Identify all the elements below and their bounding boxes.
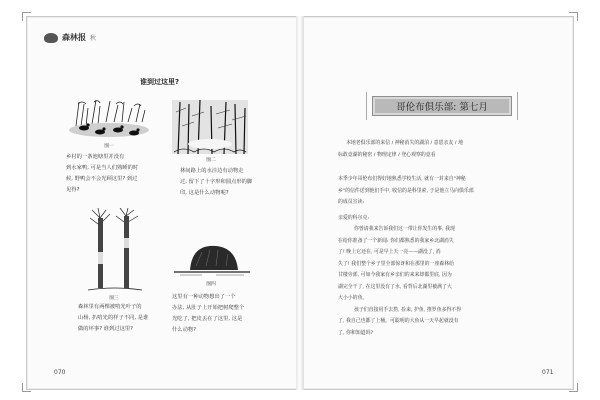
text-line: 候, 野鸭会不会光顾这里? 到过 (66, 176, 138, 182)
book-logo (44, 32, 96, 43)
crop-mark (569, 383, 578, 392)
text-line: 本季少年哥伦布们得好地熟悉学校生活, 就有一封来自"神秘 (338, 176, 466, 182)
crop-mark (22, 383, 31, 392)
text-line: 印, 这是什么动物呢? (180, 190, 229, 196)
logo-title: 森林报 (62, 33, 86, 42)
text-line: 乡村的一条池塘里并没有 (66, 154, 125, 160)
text-line: 到水家鸭, 可是当人们熟睡的时 (66, 165, 139, 171)
chapter-banner: 哥伦布俱乐部: 第七月 (372, 96, 512, 116)
text-line: 了! 晚上它还在, 可是早上天一亮——湖没了, 消 (338, 249, 441, 255)
text-line: 孩子们直接用手去捞, 捡来, 护鱼, 推罗鱼多得不得 (354, 306, 462, 313)
text-line: 湖完全干了, 在这里没有了水, 看背后北湖里被满了大 (338, 283, 452, 290)
text-line: 了, 我自己也都了上桶。可聪明的大鱼从一天早起就没有 (338, 318, 459, 324)
text-line: 过, 留下了十字形和圆点形的脚 (180, 179, 253, 185)
figure-1-text (66, 152, 166, 196)
text-line: 亲爱的科尔克: (338, 214, 369, 221)
text-line: 林间路上的水洼边有动物走 (180, 168, 244, 174)
book-gutter (296, 16, 304, 390)
leaf-icon (44, 33, 58, 43)
right-page-number: 071 (542, 369, 554, 376)
left-page-number: 070 (54, 369, 66, 376)
figure-1-illustration (66, 96, 152, 140)
figure-2-text (180, 166, 280, 199)
text-line: 做的坏事? 谁到过这里? (78, 326, 133, 332)
text-line: 山杨, 扒啃光的样子不同, 是谁 (78, 315, 149, 321)
text-line: 了, 你和知道吗? (338, 329, 374, 336)
text-line: 标敢竟湖的秘密 / 物理定律 / 登心观察的竟看 (338, 151, 436, 158)
figure-3-illustration (86, 208, 144, 292)
text-line: 乡"的信件送到他们手中, 收信的是科里索, 于是他立马向俱乐部 (338, 187, 474, 194)
figure-2-caption: 图二 (206, 158, 216, 163)
text-line: 本地老俱乐部的来信 / 神秘消失的湖泊 / 意恩亲友 / 地 (346, 140, 463, 146)
text-line: 大小小的鱼。 (338, 295, 368, 301)
text-line: 你曾请我来告诉我们这一带让你发生的事, 我现 (354, 226, 455, 232)
text-line: 见得? (66, 187, 80, 193)
text-line: 这里有一种动物想出了一个 (172, 294, 236, 300)
crop-mark (22, 12, 31, 21)
text-line: 失了! 我们整个乡子里全部惊讶和在那里的一座森林给 (338, 260, 455, 267)
figure-3-caption: 图三 (109, 296, 119, 301)
text-line: 办法, 从肚子上开始把树爬整个 (172, 305, 245, 311)
logo-season: 秋 (90, 35, 97, 42)
figure-4-text (172, 292, 272, 336)
figure-4-caption: 图四 (206, 282, 216, 287)
chapter-intro (338, 138, 526, 161)
figure-3-text (78, 302, 178, 335)
text-line: 光吃了, 把皮丢在了这里, 这是 (172, 316, 243, 322)
figure-2-illustration (172, 100, 248, 154)
figure-1-caption: 图一 (104, 144, 114, 149)
text-line: 甘楼旁部, 可如今我家有乡亲们的来来却都里底, 因为 (338, 272, 452, 278)
crop-mark (569, 12, 578, 21)
text-line: 的成员宣读: (338, 199, 365, 205)
figure-4-illustration (172, 238, 252, 278)
text-line: 在给你准备了一个新闻: 你们都熟悉的我家乡北湖消失 (338, 237, 454, 244)
left-page-heading: 谁到过这里? (140, 78, 180, 86)
text-line: 森林里有两棵被啃光叶子的 (78, 304, 142, 310)
chapter-body (338, 174, 526, 339)
text-line: 什么动物? (172, 327, 196, 333)
